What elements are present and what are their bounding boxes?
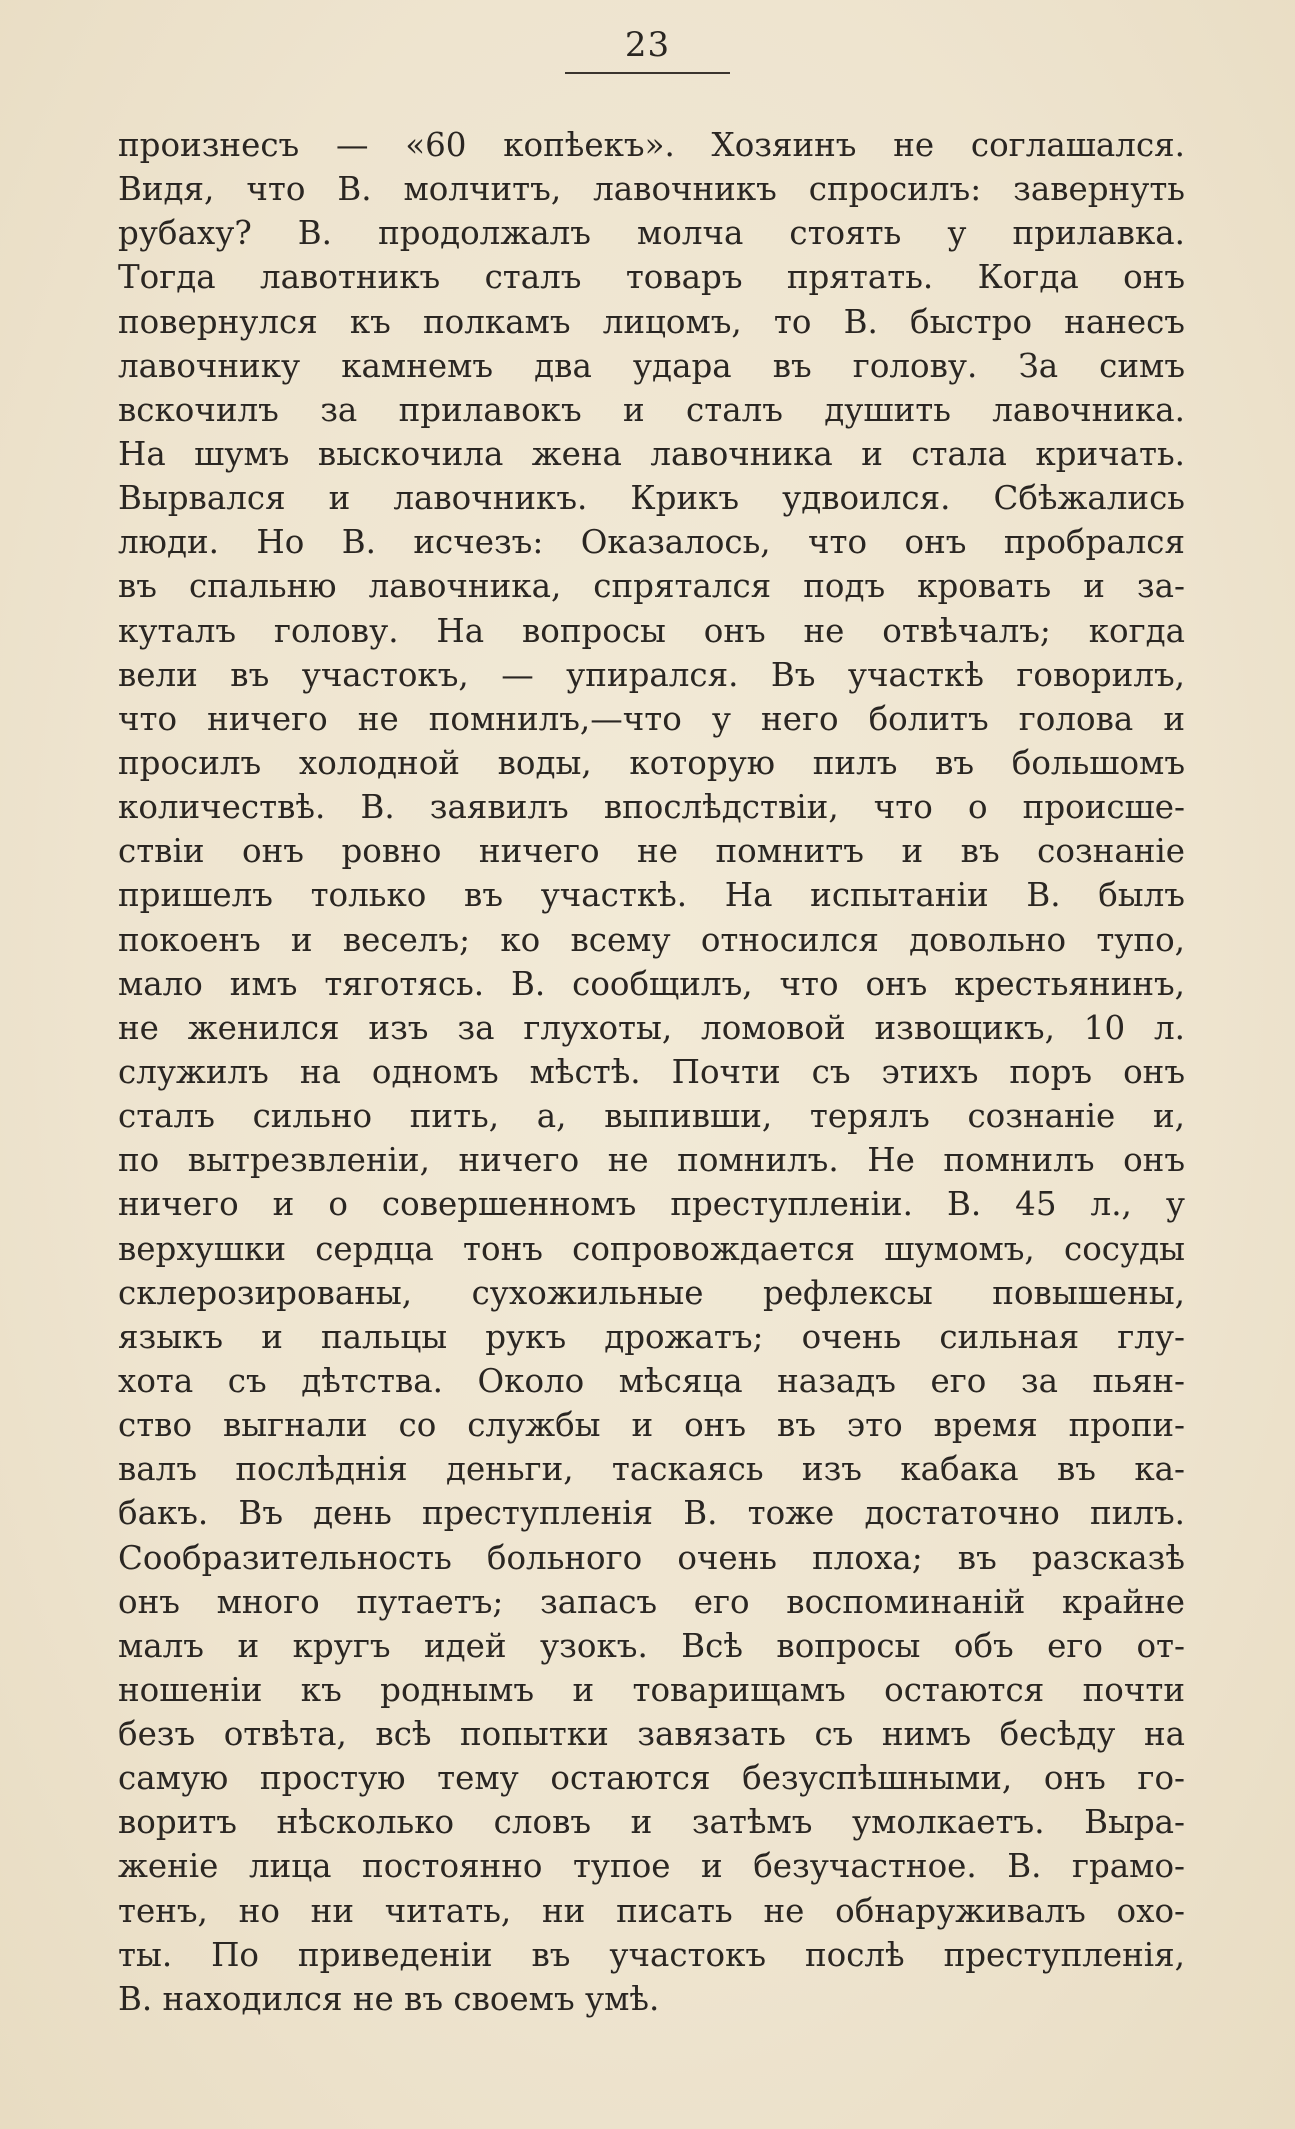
text-line: безъ отвѣта, всѣ попытки завязать съ нимъ бесѣду на xyxy=(118,1715,1185,1754)
body-text xyxy=(118,123,1185,2021)
text-line: онъ много путаетъ; запасъ его воспоминаній крайне xyxy=(118,1582,1185,1621)
text-line: ствіи онъ ровно ничего не помнитъ и въ сознаніе xyxy=(118,832,1185,871)
text-line: женіе лица постоянно тупое и безучастное. В. грамо- xyxy=(118,1847,1185,1886)
text-line: лавочнику камнемъ два удара въ голову. За симъ xyxy=(118,346,1185,385)
text-line: что ничего не помнилъ,—что у него болитъ голова и xyxy=(118,699,1185,738)
text-line: люди. Но В. исчезъ: Оказалось, что онъ пробрался xyxy=(118,523,1185,562)
text-line: въ спальню лавочника, спрятался подъ кровать и за- xyxy=(118,567,1185,606)
text-line: пришелъ только въ участкѣ. На испытаніи В. былъ xyxy=(118,876,1185,915)
text-line: Видя, что В. молчитъ, лавочникъ спросилъ: завернуть xyxy=(118,170,1185,209)
text-line: ты. По приведеніи въ участокъ послѣ преступленія, xyxy=(118,1935,1185,1974)
page-number: 23 xyxy=(624,25,671,65)
text-line: Сообразительность больного очень плоха; въ разсказѣ xyxy=(118,1538,1185,1577)
text-line: произнесъ — «60 копѣекъ». Хозяинъ не соглашался. xyxy=(118,126,1185,164)
text-line: служилъ на одномъ мѣстѣ. Почти съ этихъ поръ онъ xyxy=(118,1052,1185,1091)
text-line: вскочилъ за прилавокъ и сталъ душить лавочника. xyxy=(118,390,1185,429)
text-line: ношеніи къ роднымъ и товарищамъ остаются почти xyxy=(118,1670,1185,1709)
text-line: повернулся къ полкамъ лицомъ, то В. быстро нанесъ xyxy=(118,302,1185,341)
text-line: В. находился не въ своемъ умѣ. xyxy=(118,1979,660,2018)
text-line: Вырвался и лавочникъ. Крикъ удвоился. Сбѣжались xyxy=(118,479,1185,518)
text-line: рубаху? В. продолжалъ молча стоять у прилавка. xyxy=(118,214,1185,253)
text-line: мало имъ тяготясь. В. сообщилъ, что онъ крестьянинъ, xyxy=(118,964,1185,1003)
text-line: малъ и кругъ идей узокъ. Всѣ вопросы объ его от- xyxy=(118,1626,1185,1665)
text-line: самую простую тему остаются безуспѣшными, онъ го- xyxy=(118,1759,1185,1798)
text-line: склерозированы, сухожильные рефлексы повышены, xyxy=(118,1273,1185,1312)
text-line: хота съ дѣтства. Около мѣсяца назадъ его за пьян- xyxy=(118,1361,1185,1400)
text-line: просилъ холодной воды, которую пилъ въ большомъ xyxy=(118,743,1185,782)
text-line: покоенъ и веселъ; ко всему относился довольно тупо, xyxy=(118,920,1185,959)
text-line: не женился изъ за глухоты, ломовой извощикъ, 10 л. xyxy=(118,1008,1185,1047)
text-line: На шумъ выскочила жена лавочника и стала кричать. xyxy=(118,434,1185,473)
text-line: бакъ. Въ день преступленія В. тоже достаточно пилъ. xyxy=(118,1494,1185,1533)
text-line: ничего и о совершенномъ преступленіи. В. 45 л., у xyxy=(118,1185,1185,1224)
text-line: куталъ голову. На вопросы онъ не отвѣчалъ; когда xyxy=(118,611,1185,650)
text-line: количествѣ. В. заявилъ впослѣдствіи, что о происше- xyxy=(118,788,1185,827)
text-line: по вытрезвленіи, ничего не помнилъ. Не помнилъ онъ xyxy=(118,1141,1185,1180)
text-line: сталъ сильно пить, а, выпивши, терялъ сознаніе и, xyxy=(118,1097,1185,1136)
text-line: Тогда лавотникъ сталъ товаръ прятать. Когда онъ xyxy=(118,258,1185,297)
text-line: валъ послѣднія деньги, таскаясь изъ кабака въ ка- xyxy=(118,1450,1185,1489)
text-line: ство выгнали со службы и онъ въ это время пропи- xyxy=(118,1406,1185,1445)
page-header xyxy=(565,20,730,74)
text-line: вели въ участокъ, — упирался. Въ участкѣ говорилъ, xyxy=(118,655,1185,694)
text-line: языкъ и пальцы рукъ дрожатъ; очень сильная глу- xyxy=(118,1317,1185,1356)
text-line: воритъ нѣсколько словъ и затѣмъ умолкаетъ. Выра- xyxy=(118,1803,1185,1842)
text-line: верхушки сердца тонъ сопровождается шумомъ, сосуды xyxy=(118,1229,1185,1268)
text-line: тенъ, но ни читать, ни писать не обнаруживалъ охо- xyxy=(118,1891,1185,1930)
